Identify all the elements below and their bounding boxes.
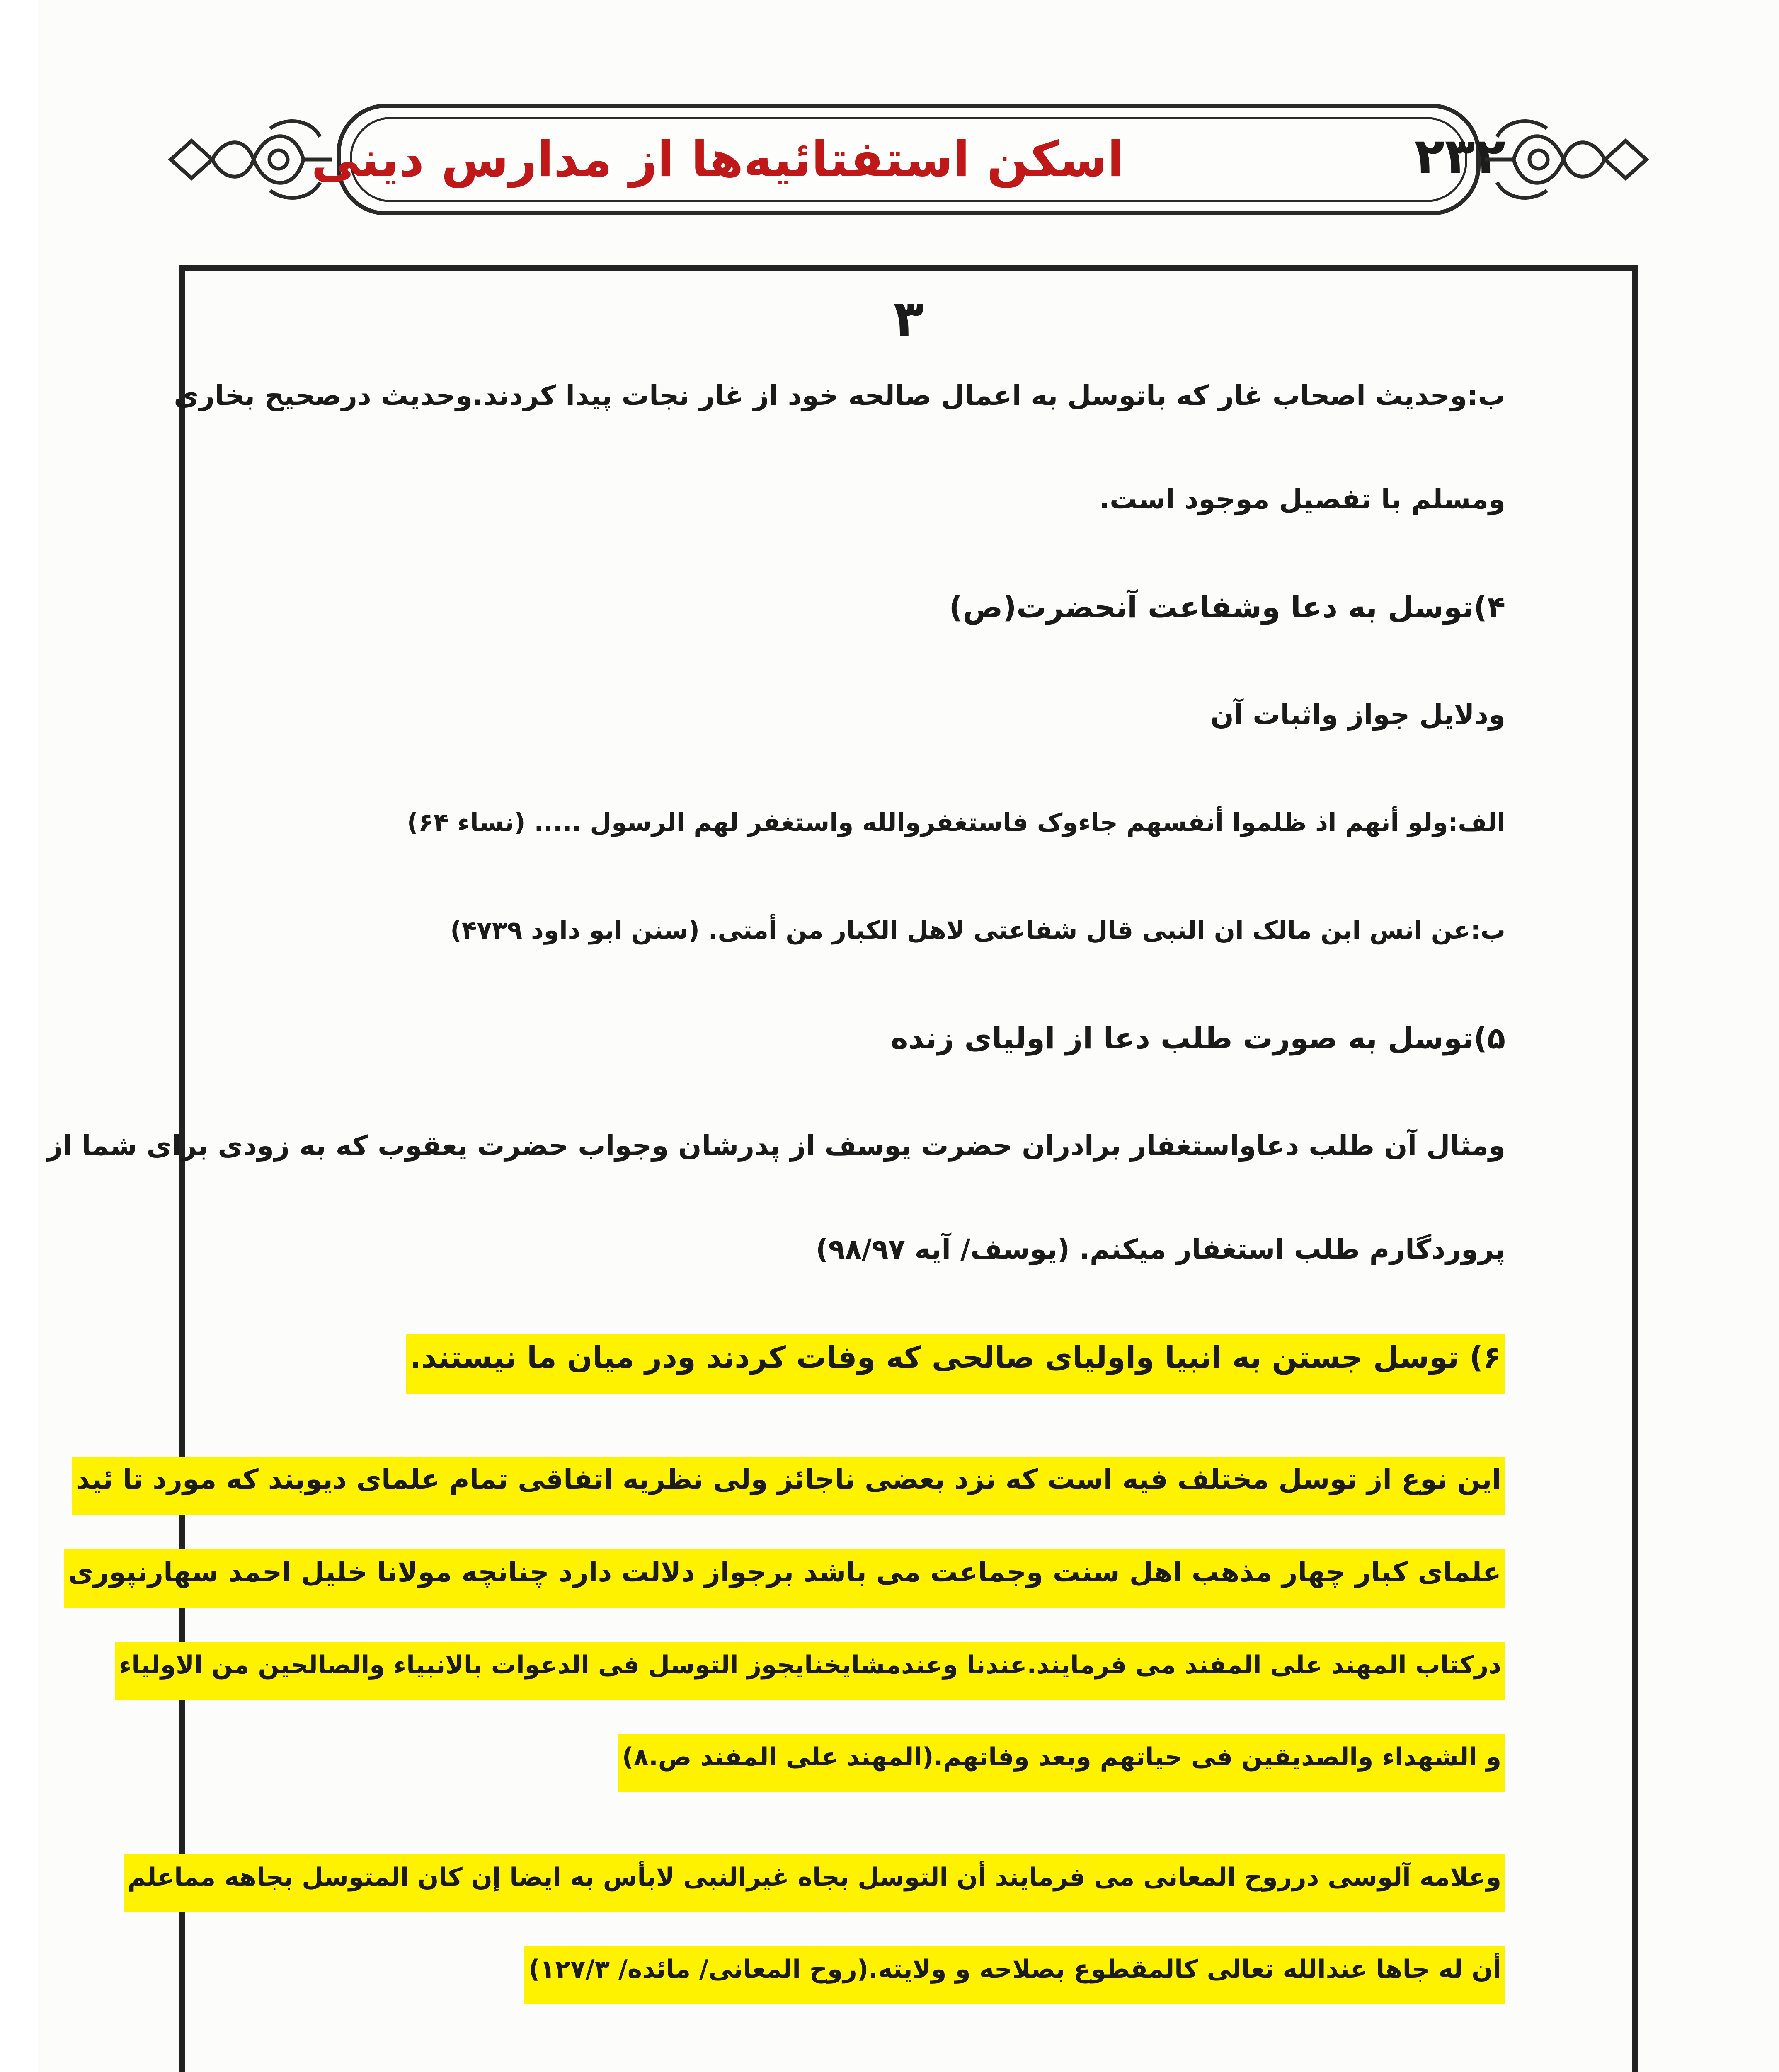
ornament-right-icon: [1476, 112, 1655, 207]
text-line: ودلایل جواز واثبات آن: [1210, 699, 1505, 731]
highlight-row: [75, 1457, 1505, 1515]
document-page: [38, 0, 1779, 2072]
paragraph-yusuf-example: [47, 1123, 1505, 1272]
paragraph-evidence-title: [262, 692, 1505, 738]
main-content: [47, 373, 1505, 2072]
heading-6-highlighted: [262, 1334, 1505, 1394]
text-line: [262, 2067, 1505, 2072]
text-line: وعلامه آلوسی درروح المعانی می فرمایند أن التوسل بجاه غیرالنبی لابأس به ایضا إن کان المتوسل بجاهه مماعلم: [127, 1863, 1501, 1892]
highlight-mark: [524, 1946, 1505, 2004]
highlight-mark: [115, 1642, 1505, 1700]
highlight-mark: [72, 1457, 1505, 1515]
evidence-alef: [262, 800, 1505, 845]
page-number: ۲۳۲: [1414, 128, 1505, 185]
highlight-row: [127, 1854, 1505, 1912]
paragraph-three-types: [262, 2067, 1505, 2072]
text-line: درکتاب المهند علی المفند می فرمایند.عندنا وعندمشایخنایجوز التوسل فی الدعوات بالانبیاء والصالحین من الاولیاء: [119, 1651, 1501, 1680]
text-line: علمای کبار چهار مذهب اهل سنت وجماعت می باشد برجواز دلالت دارد چنانچه مولانا خلیل احمد سهارنپوری: [68, 1556, 1501, 1588]
highlight-row: [262, 1946, 1505, 2004]
heading-5: [262, 1015, 1505, 1061]
heading-4: [262, 584, 1505, 630]
highlight-mark: [64, 1549, 1505, 1608]
evidence-be: [262, 908, 1505, 953]
highlight-mark: [406, 1334, 1505, 1394]
paragraph-alusi-highlighted: [127, 1854, 1505, 2004]
text-line: ومثال آن طلب دعاواستغفار برادران حضرت یوسف از پدرشان وجواب حضرت یعقوب که به زودی برای شما از: [47, 1130, 1505, 1162]
text-line: ب:عن انس ابن مالک ان النبی قال شفاعتی لاهل الکبار من أمتی. (سنن ابو داود ۴۷۳۹): [450, 916, 1505, 945]
text-line: ب:وحدیث اصحاب غار که باتوسل به اعمال صالحه خود از غار نجات پیدا کردند.وحدیث درصحیح بخاری: [174, 380, 1505, 411]
heading-text: ۴)توسل به دعا وشفاعت آنحضرت(ص): [949, 590, 1505, 625]
section-number: ۳: [893, 290, 924, 348]
highlight-row: [262, 1334, 1505, 1394]
paragraph-deobandi-view-highlighted: [68, 1457, 1505, 1792]
paragraph-cave-hadith: [174, 373, 1505, 522]
heading-text: ۶) توسل جستن به انبیا واولیای صالحی که وفات کردند ودر میان ما نیستند.: [410, 1340, 1501, 1375]
highlight-row: [119, 1642, 1505, 1700]
page-header: [162, 95, 1655, 224]
highlight-mark: [618, 1734, 1505, 1792]
text-line: الف:ولو أنهم اذ ظلموا أنفسهم جاءوک فاستغفروالله واستغفر لهم الرسول ..... (نساء ۶۴): [407, 808, 1505, 837]
heading-text: ۵)توسل به صورت طلب دعا از اولیای زنده: [891, 1021, 1505, 1055]
text-line: أن له جاها عندالله تعالی کالمقطوع بصلاحه و ولایته.(روح المعانی/ مائده/ ۱۲۷/۳): [528, 1955, 1501, 1984]
text-line: این نوع از توسل مختلف فیه است که نزد بعضی ناجائز ولی نظریه اتفاقی تمام علمای دیوبند که مورد تا ئید: [75, 1463, 1501, 1495]
text-line: و الشهداء والصدیقین فی حیاتهم وبعد وفاتهم.(المهند علی المفند ص.۸): [622, 1743, 1501, 1772]
book-title: اسکن استفتائیه‌ها از مدارس دینی: [311, 131, 1124, 188]
highlight-row: [262, 1734, 1505, 1792]
text-line: پروردگارم طلب استغفار میکنم. (یوسف/ آیه ۹۸/۹۷): [816, 1233, 1505, 1265]
highlight-mark: [124, 1854, 1505, 1912]
text-line: ومسلم با تفصیل موجود است.: [1099, 483, 1505, 515]
highlight-row: [68, 1549, 1505, 1608]
